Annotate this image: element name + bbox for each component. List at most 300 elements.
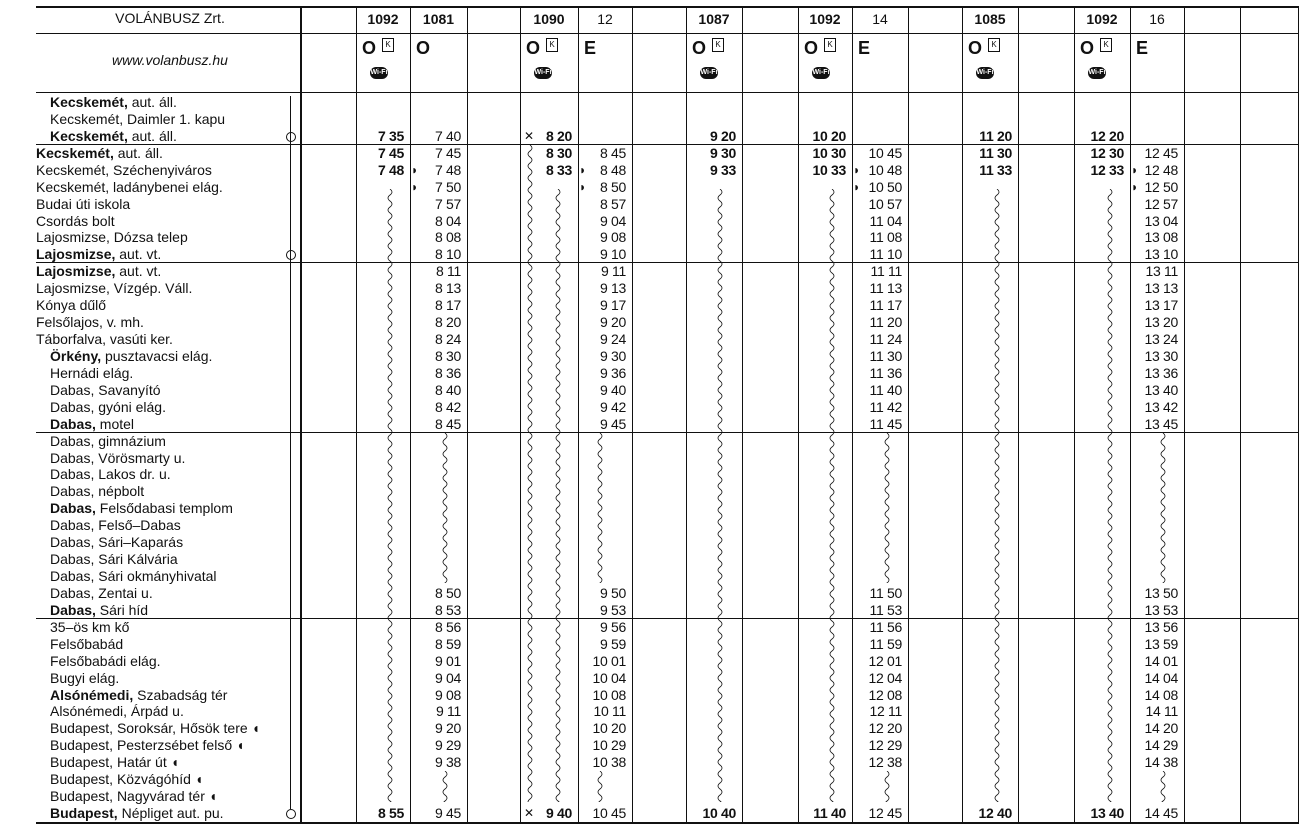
stop-detail: Budapest, Soroksár, Hősök tere ◖ — [50, 720, 261, 737]
h-rule — [36, 618, 1298, 619]
departure-time: 11 11 — [870, 263, 902, 280]
departure-time: 8 45 — [434, 415, 461, 432]
stop-name — [50, 483, 144, 500]
stop-name — [50, 551, 178, 568]
stop-name — [50, 568, 217, 585]
service-letter: O — [804, 38, 819, 58]
departure-time: 11 45 — [869, 415, 902, 432]
departure-time: 12 20 — [868, 720, 902, 737]
v-rule — [1298, 6, 1299, 824]
departure-time: 13 10 — [1144, 246, 1178, 263]
stop-detail: Budapest, Pesterzsébet felső ◖ — [50, 737, 245, 754]
departure-time: 8 59 — [434, 635, 461, 652]
departure-time: 8 56 — [434, 618, 461, 635]
departure-time: 11 56 — [869, 618, 902, 635]
departure-time: 8 11 — [435, 263, 461, 280]
departure-time: 8 50 — [434, 584, 461, 601]
stop-name — [50, 703, 184, 720]
v-rule — [1184, 6, 1185, 824]
half-circle-marker-icon: ◗ — [579, 179, 587, 194]
departure-time: 10 33 — [812, 161, 846, 178]
departure-time: 10 40 — [702, 805, 736, 822]
skip-wavy-line — [595, 433, 605, 584]
k-box-icon: K — [712, 38, 724, 52]
stop-name — [50, 534, 183, 551]
stop-town: Kecskemét, — [36, 144, 114, 161]
departure-time: 10 30 — [812, 144, 846, 161]
departure-time: 9 56 — [599, 618, 626, 635]
h-rule — [36, 432, 1298, 433]
departure-time: 9 01 — [434, 652, 461, 669]
service-letter: O — [692, 38, 707, 58]
departure-time: 11 04 — [869, 212, 902, 229]
departure-time: 13 40 — [1090, 805, 1124, 822]
skip-wavy-line — [992, 189, 1002, 802]
departure-time: 10 08 — [592, 686, 626, 703]
service-letter: O — [416, 38, 431, 58]
stop-detail: Dabas, népbolt — [50, 483, 145, 500]
stop-town: Dabas, — [50, 415, 96, 432]
wifi-icon: Wi-Fi — [1088, 67, 1106, 79]
stop-detail: Budai úti iskola — [36, 195, 131, 212]
departure-time: 9 40 — [599, 381, 626, 398]
departure-time: 9 29 — [434, 737, 461, 754]
departure-time: 10 45 — [592, 805, 626, 822]
departure-time: 7 48 — [377, 161, 404, 178]
k-box-icon: K — [546, 38, 558, 52]
stop-detail: Lajosmizse, Vízgép. Váll. — [36, 280, 193, 297]
service-letter: E — [858, 38, 871, 58]
departure-time: 13 42 — [1144, 398, 1178, 415]
service-code — [858, 38, 870, 59]
departure-time: 9 17 — [599, 297, 626, 314]
departure-time: 9 13 — [599, 280, 626, 297]
departure-time: 9 11 — [435, 703, 461, 720]
stop-town: Dabas, — [50, 500, 96, 517]
skip-wavy-line — [827, 189, 837, 802]
v-rule — [578, 6, 579, 824]
h-rule — [36, 822, 1298, 824]
departure-time: 11 40 — [813, 805, 846, 822]
stop-town: Lajosmizse, — [36, 246, 116, 263]
service-code — [692, 38, 724, 59]
half-circle-marker-icon: ◗ — [579, 162, 587, 177]
stop-detail: Budapest, Nagyvárad tér ◖ — [50, 788, 218, 805]
v-rule — [908, 6, 909, 824]
departure-time: 11 30 — [979, 144, 1012, 161]
half-circle-marker-icon: ◗ — [853, 179, 861, 194]
stop-detail: pusztavacsi elág. — [101, 347, 213, 364]
departure-time: 11 33 — [979, 161, 1012, 178]
wifi-icon: Wi-Fi — [812, 67, 830, 79]
stop-detail: Szabadság tér — [133, 686, 228, 703]
departure-time: 12 38 — [868, 754, 902, 771]
departure-time: 8 04 — [434, 212, 461, 229]
departure-time: 11 10 — [869, 246, 902, 263]
v-rule — [852, 6, 853, 824]
stop-name — [50, 771, 203, 788]
stop-name — [50, 416, 134, 433]
v-rule — [798, 6, 799, 824]
skip-wavy-line — [525, 145, 535, 802]
stop-name — [50, 382, 161, 399]
k-box-icon: K — [382, 38, 394, 52]
departure-time: 11 20 — [869, 314, 902, 331]
departure-time: 9 24 — [599, 331, 626, 348]
stop-detail: Csordás bolt — [36, 212, 115, 229]
h-rule — [36, 262, 1298, 263]
stop-town: Örkény, — [50, 347, 102, 364]
departure-time: 8 24 — [434, 331, 461, 348]
stop-detail: Felsőlajos, v. mh. — [36, 314, 144, 331]
stop-detail: Dabas, Zentai u. — [50, 584, 153, 601]
stop-name — [36, 179, 223, 196]
departure-time: 12 30 — [1090, 144, 1124, 161]
departure-time: 10 38 — [592, 754, 626, 771]
departure-time: 11 13 — [869, 280, 902, 297]
wifi-icon: Wi-Fi — [534, 67, 552, 79]
departure-time: 9 45 — [599, 415, 626, 432]
stop-town: Lajosmizse, — [36, 263, 116, 280]
departure-time: 9 04 — [599, 212, 626, 229]
h-rule — [36, 6, 1298, 8]
half-circle-marker-icon: ◗ — [853, 162, 861, 177]
stop-name — [36, 331, 173, 348]
stop-detail: Dabas, gimnázium — [50, 432, 166, 449]
departure-time: 7 35 — [377, 127, 404, 144]
departure-time: 9 08 — [599, 229, 626, 246]
stop-name — [50, 433, 166, 450]
stop-name — [50, 805, 224, 822]
departure-time: 8 55 — [377, 805, 404, 822]
service-code — [804, 38, 836, 59]
stop-name — [50, 128, 177, 145]
departure-time: 8 48 — [599, 161, 626, 178]
v-rule — [356, 6, 357, 824]
circle-marker-icon — [286, 809, 296, 819]
v-rule — [520, 6, 521, 824]
skip-wavy-line — [553, 189, 563, 802]
stop-detail: aut. vt. — [115, 246, 162, 263]
departure-time: 9 11 — [600, 263, 626, 280]
service-code — [584, 38, 596, 59]
departure-time: 11 17 — [869, 297, 902, 314]
departure-time: 14 11 — [1145, 703, 1178, 720]
departure-time: 10 29 — [592, 737, 626, 754]
departure-time: 7 48 — [434, 161, 461, 178]
departure-time: 10 45 — [868, 144, 902, 161]
departure-time: 9 20 — [709, 127, 736, 144]
departure-time: 9 20 — [599, 314, 626, 331]
stop-name — [50, 399, 166, 416]
stop-detail: aut. áll. — [113, 144, 163, 161]
stop-town: Kecskemét, — [50, 94, 128, 110]
v-rule — [632, 6, 633, 824]
stop-name — [36, 162, 212, 179]
service-letter: O — [362, 38, 377, 58]
stop-detail: aut. áll. — [127, 94, 177, 110]
stop-detail: Lajosmizse, Dózsa telep — [36, 229, 188, 246]
departure-time: 13 04 — [1144, 212, 1178, 229]
stop-detail: Felsőbabádi elág. — [50, 652, 161, 669]
stop-detail: Dabas, Felső–Dabas — [50, 517, 181, 534]
departure-time: 8 20 — [545, 127, 572, 144]
departure-time: 13 36 — [1144, 364, 1178, 381]
route-number: 12 — [597, 11, 613, 27]
stop-name — [50, 517, 181, 534]
departure-time: 13 59 — [1144, 635, 1178, 652]
skip-wavy-line — [1158, 771, 1168, 801]
h-rule — [36, 92, 1298, 93]
departure-time: 8 45 — [599, 144, 626, 161]
departure-time: 11 30 — [869, 347, 902, 364]
departure-time: 9 08 — [434, 686, 461, 703]
route-number: 1092 — [1086, 11, 1118, 27]
skip-wavy-line — [385, 189, 395, 802]
departure-time: 11 40 — [869, 381, 902, 398]
departure-time: 14 08 — [1144, 686, 1178, 703]
departure-time: 8 30 — [545, 144, 572, 161]
stop-name — [36, 246, 161, 263]
departure-time: 14 04 — [1144, 669, 1178, 686]
route-number: 1092 — [809, 11, 841, 27]
departure-time: 14 29 — [1144, 737, 1178, 754]
departure-time: 10 48 — [868, 161, 902, 178]
operator-name: VOLÁNBUSZ Zrt. — [115, 10, 225, 26]
stop-name — [50, 111, 225, 128]
stop-name — [50, 619, 129, 636]
stop-name — [50, 602, 148, 619]
service-letter: O — [1080, 38, 1095, 58]
operator-website: www.volanbusz.hu — [112, 52, 228, 68]
departure-time: 8 10 — [434, 246, 461, 263]
stop-name — [50, 466, 171, 483]
stop-town: Alsónémedi, — [50, 686, 134, 703]
stop-detail: Budapest, Közvágóhíd ◖ — [50, 771, 204, 788]
stop-name — [50, 653, 161, 670]
departure-time: 9 30 — [599, 347, 626, 364]
departure-time: 12 45 — [1144, 144, 1178, 161]
skip-wavy-line — [440, 433, 450, 584]
departure-time: 13 08 — [1144, 229, 1178, 246]
departure-time: 10 04 — [592, 669, 626, 686]
stop-detail: Bugyi elág. — [50, 669, 120, 686]
stop-name — [50, 670, 119, 687]
stop-detail: Kecskemét, ladánybenei elág. — [36, 178, 223, 195]
departure-time: 11 24 — [869, 331, 902, 348]
departure-time: 13 50 — [1144, 584, 1178, 601]
stop-detail: Felsődabasi templom — [95, 500, 233, 517]
departure-time: 11 20 — [979, 127, 1012, 144]
stop-detail: Dabas, Vörösmarty u. — [50, 449, 186, 466]
departure-time: 13 17 — [1144, 297, 1178, 314]
departure-time: 13 40 — [1144, 381, 1178, 398]
stop-name — [50, 585, 153, 602]
stop-detail: Dabas, Sári okmányhivatal — [50, 568, 217, 585]
stop-detail: Kecskemét, Széchenyiváros — [36, 161, 212, 178]
departure-time: 13 45 — [1144, 415, 1178, 432]
skip-wavy-line — [882, 433, 892, 584]
half-circle-marker-icon: ◗ — [411, 179, 419, 194]
stop-town: Dabas, — [50, 601, 96, 618]
stop-detail: Hernádi elág. — [50, 364, 134, 381]
route-number: 1087 — [698, 11, 730, 27]
stop-detail: Dabas, Sári–Kaparás — [50, 534, 184, 551]
departure-time: 9 20 — [434, 720, 461, 737]
service-code — [968, 38, 1000, 59]
departure-time: 14 01 — [1144, 652, 1178, 669]
departure-time: 11 36 — [869, 364, 902, 381]
departure-time: 10 01 — [592, 652, 626, 669]
departure-time: 7 50 — [434, 178, 461, 195]
service-code — [362, 38, 394, 59]
departure-time: 14 38 — [1144, 754, 1178, 771]
departure-time: 10 20 — [592, 720, 626, 737]
departure-time: 12 01 — [868, 652, 902, 669]
departure-time: 11 53 — [869, 601, 902, 618]
route-direction-line — [290, 96, 291, 809]
departure-time: 13 30 — [1144, 347, 1178, 364]
departure-time: 12 20 — [1090, 127, 1124, 144]
departure-time: 9 38 — [434, 754, 461, 771]
departure-time: 9 30 — [709, 144, 736, 161]
stop-name — [50, 450, 185, 467]
v-rule — [1130, 6, 1131, 824]
half-circle-marker-icon: ◗ — [411, 162, 419, 177]
route-number: 14 — [872, 11, 888, 27]
departure-time: 12 57 — [1144, 195, 1178, 212]
departure-time: 13 11 — [1145, 263, 1178, 280]
stop-detail: Dabas, Savanyító — [50, 381, 161, 398]
departure-time: 14 20 — [1144, 720, 1178, 737]
departure-time: 8 53 — [434, 601, 461, 618]
departure-time: 11 50 — [869, 584, 902, 601]
service-letter: O — [968, 38, 983, 58]
k-box-icon: K — [824, 38, 836, 52]
v-rule — [686, 6, 687, 824]
v-rule — [1018, 6, 1019, 824]
wifi-icon: Wi-Fi — [700, 67, 718, 79]
stop-detail: Budapest, Határ út ◖ — [50, 754, 180, 771]
departure-time: 13 13 — [1144, 280, 1178, 297]
stop-name — [50, 94, 177, 111]
stop-detail: Népliget aut. pu. — [117, 805, 224, 822]
departure-time: 9 45 — [434, 805, 461, 822]
service-code — [1080, 38, 1112, 59]
stop-detail: Sári híd — [95, 601, 149, 618]
departure-time: 12 45 — [868, 805, 902, 822]
v-rule — [962, 6, 963, 824]
stop-name — [50, 720, 260, 737]
service-letter: E — [584, 38, 597, 58]
skip-wavy-line — [715, 189, 725, 802]
stop-detail: Táborfalva, vasúti ker. — [36, 331, 173, 348]
departure-time: 12 08 — [868, 686, 902, 703]
half-circle-marker-icon: ◗ — [1131, 162, 1139, 177]
stop-name — [50, 348, 212, 365]
departure-time: 8 36 — [434, 364, 461, 381]
v-rule — [1240, 6, 1241, 824]
skip-wavy-line — [1105, 189, 1115, 802]
stop-name — [36, 280, 192, 297]
departure-time: 13 53 — [1144, 601, 1178, 618]
departure-time: 10 50 — [868, 178, 902, 195]
departure-time: 9 33 — [709, 161, 736, 178]
departure-time: 7 57 — [434, 195, 461, 212]
stop-detail: aut. áll. — [127, 127, 177, 144]
departure-time: 12 04 — [868, 669, 902, 686]
departure-time: 7 45 — [377, 144, 404, 161]
departure-time: 7 45 — [434, 144, 461, 161]
departure-time: 8 42 — [434, 398, 461, 415]
departure-time: 9 42 — [599, 398, 626, 415]
stop-detail: Felsőbabád — [50, 635, 124, 652]
route-number: 1090 — [533, 11, 565, 27]
skip-wavy-line — [595, 771, 605, 801]
departure-time: 10 20 — [812, 127, 846, 144]
cross-marker-icon: ✕ — [524, 806, 535, 821]
stop-name — [36, 263, 161, 280]
departure-time: 12 29 — [868, 737, 902, 754]
departure-time: 8 13 — [434, 280, 461, 297]
stop-detail: Kecskemét, Daimler 1. kapu — [50, 110, 226, 127]
wifi-icon: Wi-Fi — [976, 67, 994, 79]
skip-wavy-line — [1158, 433, 1168, 584]
stop-detail: Dabas, Sári Kálvária — [50, 551, 178, 568]
cross-marker-icon: ✕ — [524, 128, 535, 143]
k-box-icon: K — [1100, 38, 1112, 52]
h-rule — [36, 33, 1298, 34]
departure-time: 13 24 — [1144, 331, 1178, 348]
departure-time: 9 50 — [599, 584, 626, 601]
stop-detail: Dabas, Lakos dr. u. — [50, 466, 171, 483]
departure-time: 12 40 — [978, 805, 1012, 822]
service-code — [1136, 38, 1148, 59]
stop-town: Budapest, — [50, 805, 118, 822]
skip-wavy-line — [440, 771, 450, 801]
stop-detail: Alsónémedi, Árpád u. — [50, 703, 184, 720]
stop-name — [50, 500, 233, 517]
departure-time: 10 11 — [593, 703, 626, 720]
service-code — [416, 38, 430, 59]
stop-name — [36, 314, 144, 331]
skip-wavy-line — [882, 771, 892, 801]
service-code — [526, 38, 558, 59]
route-number: 16 — [1149, 11, 1165, 27]
departure-time: 8 57 — [599, 195, 626, 212]
departure-time: 12 50 — [1144, 178, 1178, 195]
v-rule — [467, 6, 468, 824]
stop-town: Kecskemét, — [50, 127, 128, 144]
stop-detail: aut. vt. — [115, 263, 162, 280]
stop-name — [36, 213, 115, 230]
departure-time: 8 17 — [434, 297, 461, 314]
departure-time: 7 40 — [434, 127, 461, 144]
departure-time: 12 48 — [1144, 161, 1178, 178]
circle-marker-icon — [286, 250, 296, 260]
stop-detail: Kónya dűlő — [36, 297, 107, 314]
departure-time: 10 57 — [868, 195, 902, 212]
departure-time: 11 08 — [869, 229, 902, 246]
stop-name — [36, 229, 188, 246]
departure-time: 11 42 — [869, 398, 902, 415]
route-number: 1092 — [367, 11, 399, 27]
stop-name — [36, 297, 106, 314]
departure-time: 8 50 — [599, 178, 626, 195]
stop-name — [50, 754, 179, 771]
stop-name — [50, 788, 217, 805]
service-letter: O — [526, 38, 541, 58]
